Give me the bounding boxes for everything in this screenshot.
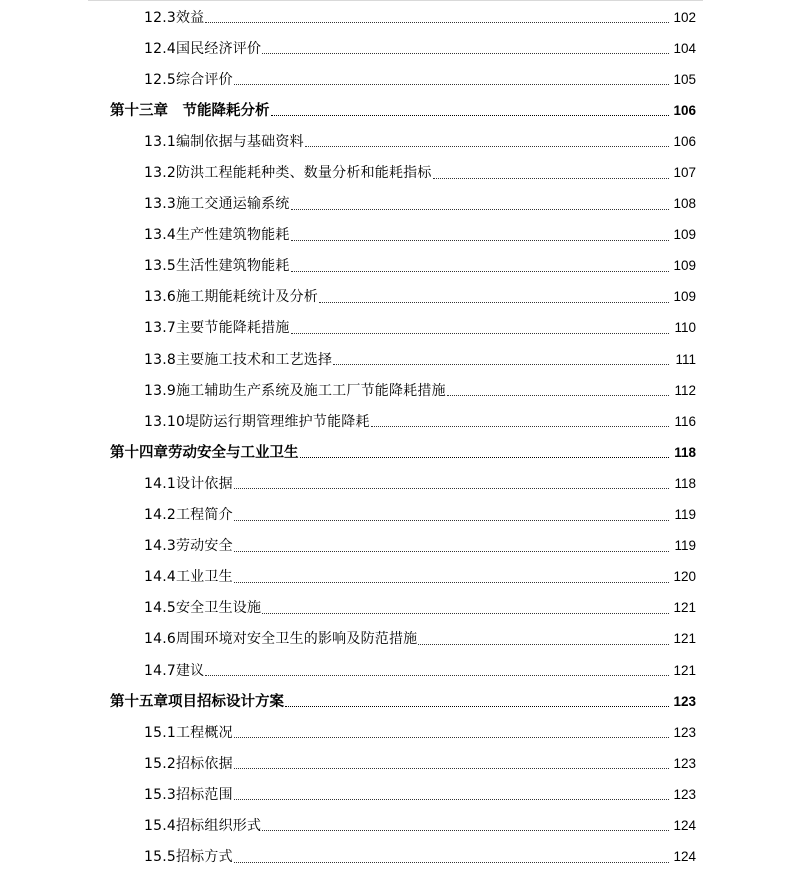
toc-entry-title: 13.7主要节能降耗措施 [144,320,290,337]
toc-section-entry[interactable] [0,624,791,655]
toc-dot-leader [300,457,670,458]
toc-page-number: 112 [674,382,696,398]
toc-dot-leader [305,146,669,147]
toc-dot-leader [234,84,669,85]
toc-page-number: 123 [673,786,696,802]
toc-page-number: 105 [673,71,696,87]
toc-entry-title: 13.6施工期能耗统计及分析 [144,289,318,306]
toc-page-number: 121 [673,662,696,678]
toc-section-entry[interactable] [0,717,791,748]
toc-page-number: 118 [674,444,696,460]
toc-dot-leader [234,488,669,489]
toc-entry-title: 13.9施工辅助生产系统及施工工厂节能降耗措施 [144,382,446,399]
toc-page-number: 116 [674,413,696,429]
toc-dot-leader [262,53,669,54]
toc-page-number: 109 [673,227,696,243]
toc-dot-leader [433,178,669,179]
toc-entry-title: 12.4国民经济评价 [144,40,262,57]
toc-entry-title: 15.1工程概况 [144,724,233,741]
toc-dot-leader [447,395,669,396]
toc-page-number: 106 [673,102,696,118]
toc-page-number: 121 [673,631,696,647]
toc-section-entry[interactable] [0,64,791,95]
toc-dot-leader [234,520,669,521]
toc-section-entry[interactable] [0,842,791,873]
toc-dot-leader [285,706,669,707]
toc-entry-title: 14.5安全卫生设施 [144,600,262,617]
toc-dot-leader [205,675,669,676]
toc-section-entry[interactable] [0,282,791,313]
toc-page-number: 109 [673,258,696,274]
toc-dot-leader [262,830,669,831]
toc-entry-title: 13.8主要施工技术和工艺选择 [144,351,333,368]
toc-section-entry[interactable] [0,126,791,157]
toc-page-number: 119 [674,507,696,523]
toc-dot-leader [262,613,669,614]
toc-page-number: 111 [675,351,696,367]
toc-entry-title: 第十五章项目招标设计方案 [110,692,284,710]
toc-dot-leader [234,551,669,552]
toc-dot-leader [234,737,669,738]
toc-section-entry[interactable] [0,810,791,841]
toc-dot-leader [234,799,669,800]
toc-section-entry[interactable] [0,2,791,33]
toc-page-number: 123 [673,755,696,771]
toc-section-entry[interactable] [0,375,791,406]
toc-page-number: 123 [673,724,696,740]
toc-chapter-entry[interactable] [0,686,791,717]
toc-section-entry[interactable] [0,531,791,562]
page-top-edge [88,0,703,1]
toc-page-number: 124 [673,817,696,833]
toc-entry-title: 15.4招标组织形式 [144,817,262,834]
toc-section-entry[interactable] [0,593,791,624]
toc-page-number: 120 [673,569,696,585]
toc-dot-leader [291,271,669,272]
toc-dot-leader [205,22,669,23]
toc-entry-title: 14.3劳动安全 [144,538,233,555]
toc-entry-title: 第十三章 节能降耗分析 [110,101,270,119]
toc-page-number: 104 [673,40,696,56]
toc-page-number: 119 [674,538,696,554]
toc-page-number: 108 [673,196,696,212]
toc-entry-title: 13.1编制依据与基础资料 [144,133,304,150]
toc-entry-title: 14.2工程简介 [144,507,233,524]
toc-section-entry[interactable] [0,251,791,282]
toc-entry-title: 15.2招标依据 [144,755,233,772]
toc-section-entry[interactable] [0,562,791,593]
toc-dot-leader [234,582,669,583]
toc-entry-title: 14.1设计依据 [144,475,233,492]
toc-dot-leader [291,240,669,241]
toc-entry-title: 12.3效益 [144,9,205,26]
table-of-contents [0,2,791,873]
toc-entry-title: 14.4工业卫生 [144,569,233,586]
toc-entry-title: 14.7建议 [144,662,205,679]
toc-section-entry[interactable] [0,189,791,220]
toc-chapter-entry[interactable] [0,437,791,468]
toc-entry-title: 15.5招标方式 [144,849,233,866]
toc-section-entry[interactable] [0,468,791,499]
toc-dot-leader [234,768,669,769]
toc-dot-leader [291,209,669,210]
toc-entry-title: 13.4生产性建筑物能耗 [144,227,290,244]
toc-entry-title: 13.2防洪工程能耗种类、数量分析和能耗指标 [144,165,432,182]
toc-entry-title: 13.5生活性建筑物能耗 [144,258,290,275]
toc-dot-leader [418,644,669,645]
toc-entry-title: 12.5综合评价 [144,71,233,88]
toc-section-entry[interactable] [0,313,791,344]
toc-dot-leader [371,426,669,427]
toc-section-entry[interactable] [0,779,791,810]
toc-section-entry[interactable] [0,33,791,64]
toc-page-number: 102 [673,9,696,25]
toc-page-number: 118 [674,475,696,491]
toc-dot-leader [271,115,670,116]
toc-chapter-entry[interactable] [0,95,791,126]
toc-entry-title: 第十四章劳动安全与工业卫生 [110,443,299,461]
toc-section-entry[interactable] [0,655,791,686]
toc-entry-title: 14.6周围环境对安全卫生的影响及防范措施 [144,631,418,648]
toc-section-entry[interactable] [0,748,791,779]
toc-page-number: 106 [673,133,696,149]
toc-entry-title: 13.3施工交通运输系统 [144,196,290,213]
toc-section-entry[interactable] [0,500,791,531]
toc-section-entry[interactable] [0,220,791,251]
toc-page-number: 121 [673,600,696,616]
toc-dot-leader [319,302,669,303]
toc-dot-leader [291,333,669,334]
toc-dot-leader [234,862,669,863]
toc-page-number: 110 [674,320,696,336]
toc-page-number: 109 [673,289,696,305]
toc-page-number: 123 [673,693,696,709]
toc-dot-leader [333,364,669,365]
toc-section-entry[interactable] [0,406,791,437]
toc-page-number: 124 [673,849,696,865]
toc-page-number: 107 [673,165,696,181]
toc-entry-title: 15.3招标范围 [144,786,233,803]
toc-section-entry[interactable] [0,157,791,188]
toc-entry-title: 13.10堤防运行期管理维护节能降耗 [144,413,370,430]
toc-section-entry[interactable] [0,344,791,375]
